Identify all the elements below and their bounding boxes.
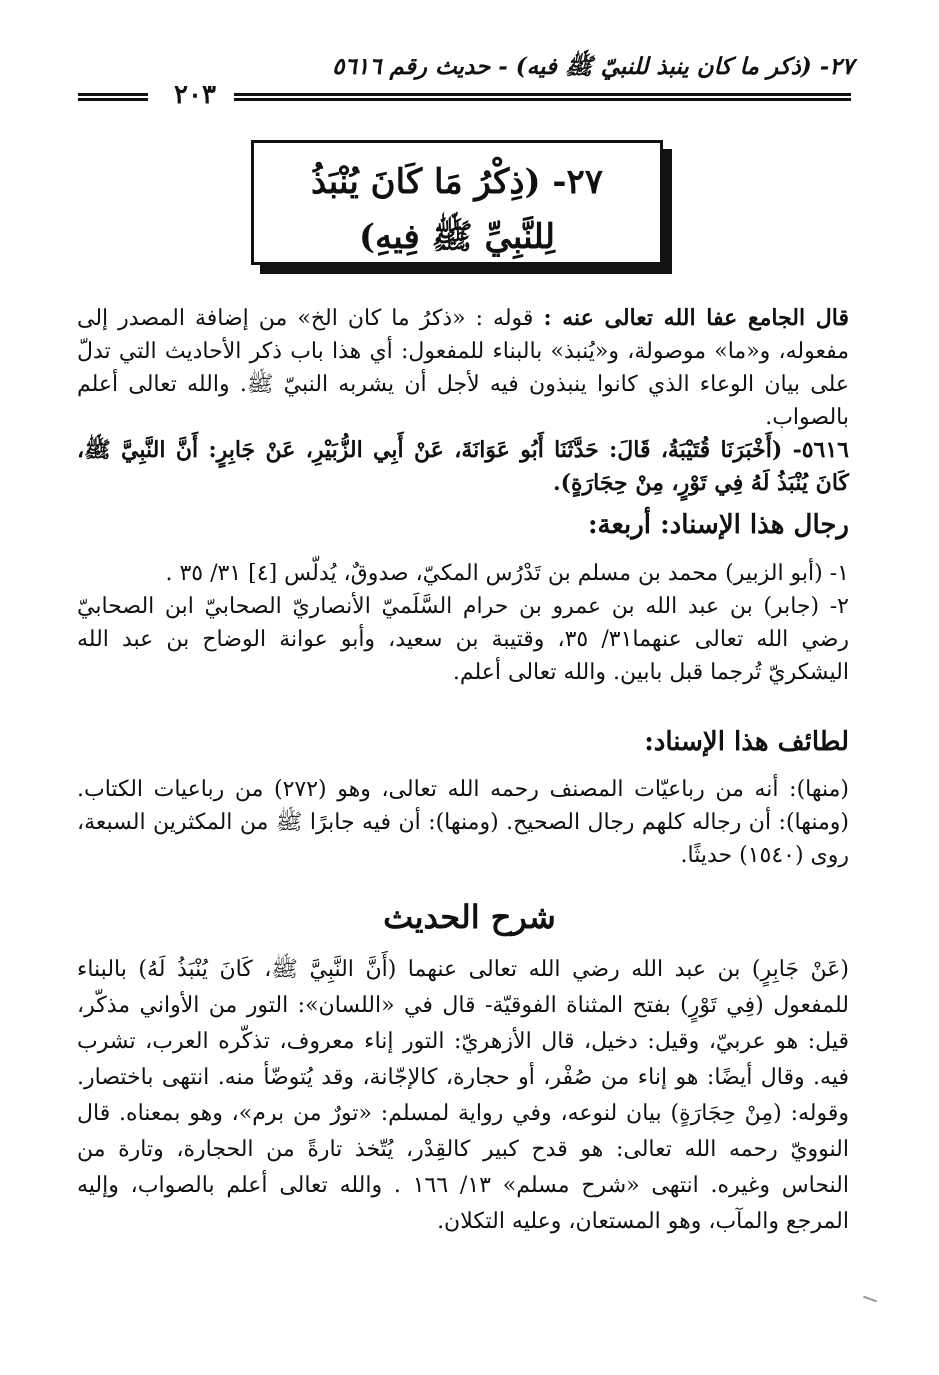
lataif-text: (منها): أنه من رباعيّات المصنف رحمه الله تعالى، وهو (٢٧٢) من رباعيات الكتاب. (ومنها): أن رجاله كلهم رجال الصحيح. (ومنها): أن فيه جابرًا ﷺ من المكثرين السبعة، روى (١٥٤٠) حديثًا.	[77, 777, 849, 868]
page-number: ٢٠٣	[174, 80, 216, 110]
rijal-item: ١- (أبو الزبير) محمد بن مسلم بن تَدْرُس المكيّ، صدوقٌ، يُدلّس [٤] ٣١/ ٣٥ .	[165, 561, 849, 586]
rijal-heading: رجال هذا الإسناد: أربعة:	[587, 510, 849, 540]
header-rule	[78, 80, 851, 110]
chapter-title: ٢٧- (ذِكْرُ مَا كَانَ يُنْبَذُ لِلنَّبِيِّ ﷺ فِيهِ)	[310, 162, 604, 257]
intro-body: قوله : «ذكرُ ما كان الخ» من إضافة المصدر إلى مفعوله، و«ما» موصولة، و«يُنبذ» بالبناء للمفعول: أي هذا باب ذكر الأحاديث التي تدلّ على بيان الوعاء الذي كانوا ينبذون فيه لأجل أن يشربه النبيّ ﷺ. والله تعالى أعلم بالصواب.	[77, 306, 849, 430]
chapter-title-box	[251, 140, 663, 265]
rijal-item: ٢- (جابر) بن عبد الله بن عمرو بن حرام السَّلَميّ الأنصاريّ الصحابيّ ابن الصحابيّ رضي الله تعالى عنهما٣١/ ٣٥، وقتيبة بن سعيد، وأبو عوانة الوضاح بن عبد الله اليشكريّ تُرجما قبل بابين. والله تعالى أعلم.	[77, 594, 850, 685]
scan-mark	[863, 1296, 877, 1303]
rijal-list	[77, 557, 849, 689]
intro-paragraph	[77, 302, 849, 434]
header-rule-right	[234, 93, 851, 101]
hadith-text: ٥٦١٦- (أَخْبَرَنَا قُتَيْبَةُ، قَالَ: حَدَّثَنَا أَبُو عَوَانَةَ، عَنْ أَبِي الزُّبَيْرِ، عَنْ جَابِرٍ: أَنَّ النَّبِيَّ ﷺ، كَانَ يُنْبَذُ لَهُ فِي تَوْرٍ، مِنْ حِجَارَةٍ).	[77, 437, 849, 496]
sharh-heading: شرح الحديث	[383, 898, 556, 936]
intro-lead: قال الجامع عفا الله تعالى عنه :	[543, 305, 850, 331]
running-header: ٢٧- (ذكر ما كان ينبذ للنبيّ ﷺ فيه) - حديث رقم ٥٦١٦	[332, 53, 854, 80]
lataif-heading: لطائف هذا الإسناد:	[644, 727, 849, 757]
sharh-text: (عَنْ جَابِرٍ) بن عبد الله رضي الله تعالى عنهما (أَنَّ النَّبِيَّ ﷺ، كَانَ يُنْبَذُ لَهُ) بالبناء للمفعول (فِي تَوْرٍ) بفتح المثناة الفوقيّة- قال في «اللسان»: التور من الأواني مذكّر، قيل: هو عربيّ، وقيل: دخيل، قال الأزهريّ: التور إناء معروف، تذكّره العرب، تشرب فيه. وقال أيضًا: هو إناء من صُفْر، أو حجارة، كالإجّانة، وقد يُتوضّأ منه. انتهى باختصار. وقوله: (مِنْ حِجَارَةٍ) بيان لنوعه، وفي رواية لمسلم: «تورٌ من برم»، وهو بمعناه. قال النوويّ رحمه الله تعالى: هو قدح كبير كالقِدْر، يُتّخذ تارةً من الحجارة، وتارة من النحاس وغيره. انتهى «شرح مسلم» ١٣/ ١٦٦ . والله تعالى أعلم بالصواب، وإليه المرجع والمآب، وهو المستعان، وعليه التكلان.	[77, 957, 849, 1234]
header-rule-left	[78, 93, 148, 101]
